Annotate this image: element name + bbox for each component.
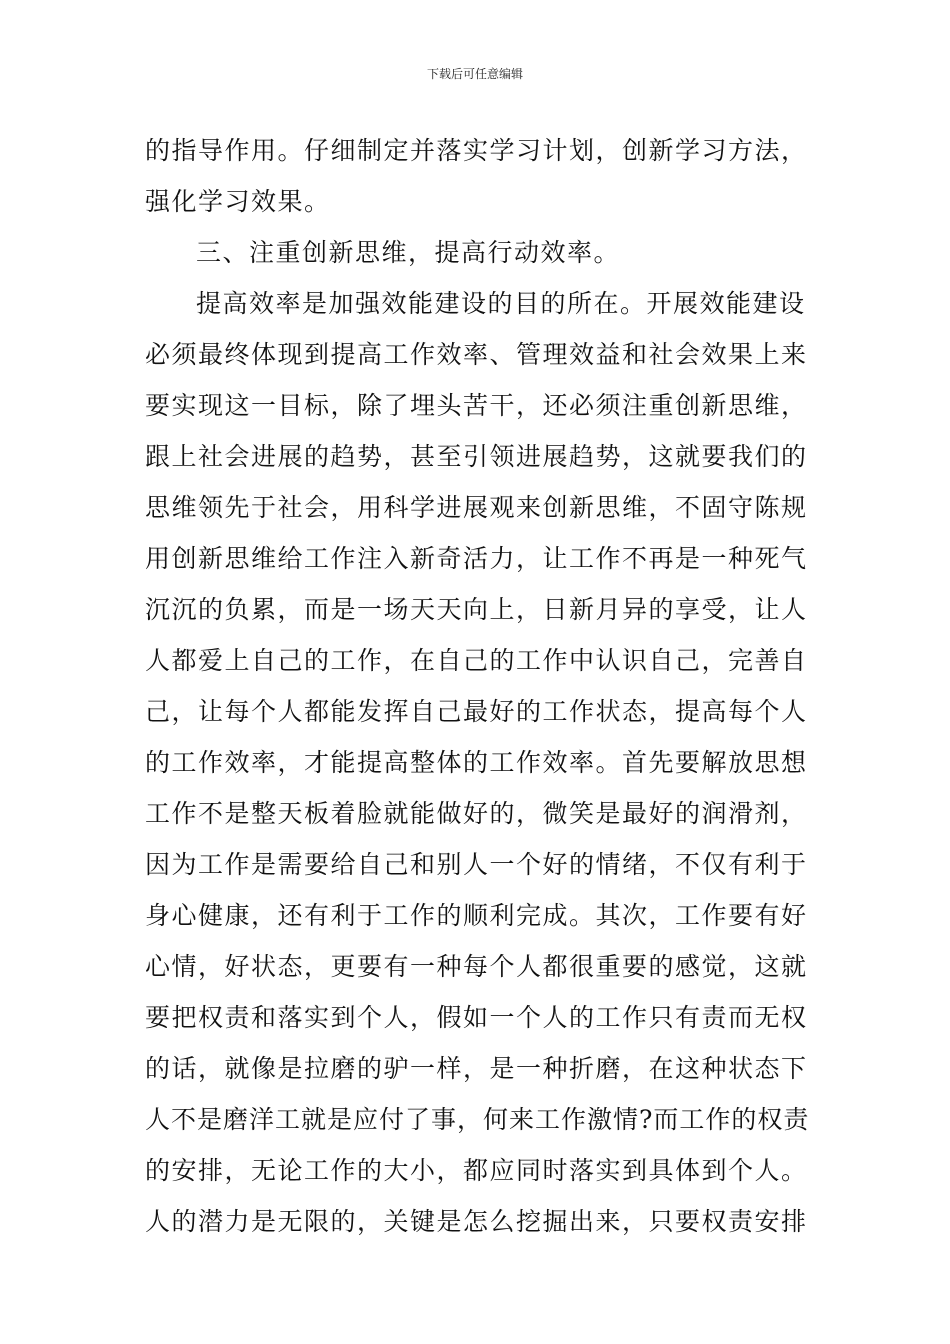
text-line: 工作不是整天板着脸就能做好的，微笑是最好的润滑剂， bbox=[145, 799, 808, 828]
text-line: 跟上社会进展的趋势，甚至引领进展趋势，这就要我们的 bbox=[145, 442, 808, 471]
text-line: 的话，就像是拉磨的驴一样，是一种折磨，在这种状态下 bbox=[145, 1054, 808, 1083]
text-line: 的指导作用。仔细制定并落实学习计划，创新学习方法， bbox=[145, 136, 808, 165]
text-line: 人都爱上自己的工作，在自己的工作中认识自己，完善自 bbox=[145, 646, 808, 675]
text-line: 己，让每个人都能发挥自己最好的工作状态，提高每个人 bbox=[145, 697, 808, 726]
text-line: 强化学习效果。 bbox=[145, 187, 331, 216]
text-line: 的安排，无论工作的大小，都应同时落实到具体到个人。 bbox=[145, 1156, 808, 1185]
document-body bbox=[145, 125, 815, 1247]
text-line: 因为工作是需要给自己和别人一个好的情绪，不仅有利于 bbox=[145, 850, 808, 879]
page-header: 下载后可任意编辑 bbox=[426, 67, 523, 81]
text-line: 要实现这一目标，除了埋头苦干，还必须注重创新思维， bbox=[145, 391, 808, 420]
text-line: 人不是磨洋工就是应付了事，何来工作激情?而工作的权责 bbox=[145, 1105, 810, 1134]
paragraph-first-line: 提高效率是加强效能建设的目的所在。开展效能建设 bbox=[196, 289, 806, 318]
text-line: 身心健康，还有利于工作的顺利完成。其次，工作要有好 bbox=[145, 901, 808, 930]
text-line: 要把权责和落实到个人，假如一个人的工作只有责而无权 bbox=[145, 1003, 808, 1032]
text-line: 的工作效率，才能提高整体的工作效率。首先要解放思想 bbox=[145, 748, 808, 777]
text-line: 心情，好状态，更要有一种每个人都很重要的感觉，这就 bbox=[145, 952, 808, 981]
section-heading: 三、注重创新思维，提高行动效率。 bbox=[196, 238, 621, 267]
text-line: 用创新思维给工作注入新奇活力，让工作不再是一种死气 bbox=[145, 544, 808, 573]
text-line: 必须最终体现到提高工作效率、管理效益和社会效果上来 bbox=[145, 340, 808, 369]
text-line: 思维领先于社会，用科学进展观来创新思维，不固守陈规 bbox=[145, 493, 808, 522]
text-line: 沉沉的负累，而是一场天天向上，日新月异的享受，让人 bbox=[145, 595, 808, 624]
text-line: 人的潜力是无限的，关键是怎么挖掘出来，只要权责安排 bbox=[145, 1207, 808, 1236]
